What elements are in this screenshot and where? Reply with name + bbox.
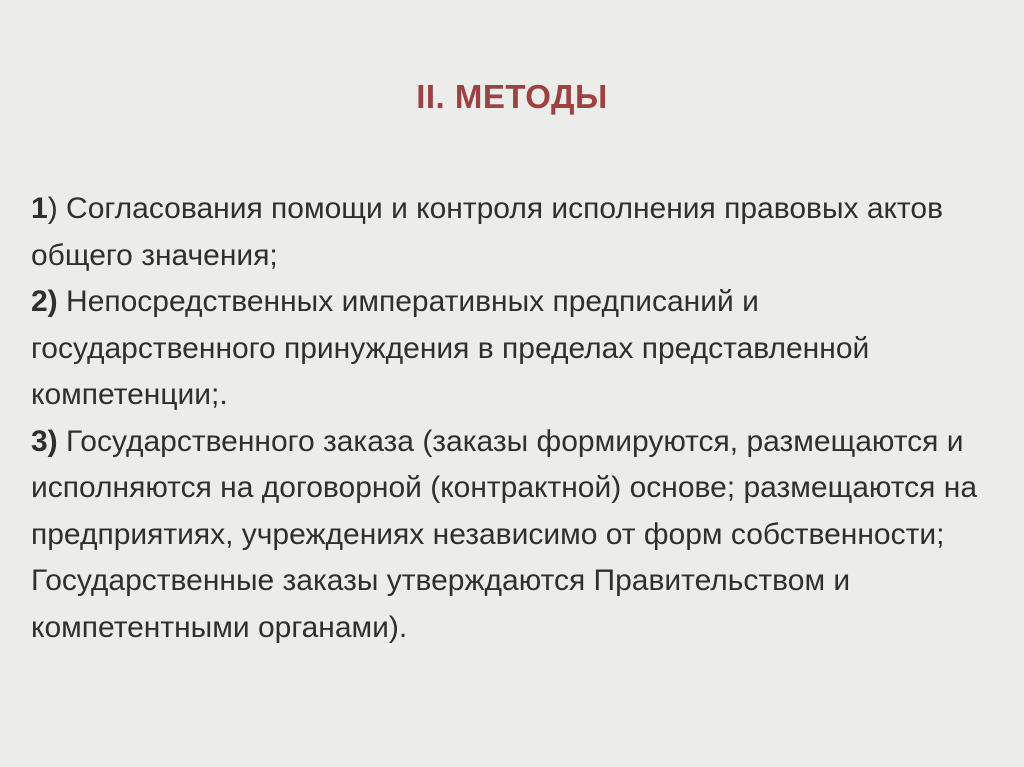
method-item-3 [31, 419, 1006, 652]
slide-title: II. МЕТОДЫ [416, 78, 608, 115]
item-text: Согласования помощи и контроля исполнения правовых актов общего значения; [31, 192, 944, 272]
method-item-1 [31, 186, 1006, 279]
item-number: 2) [31, 285, 58, 318]
item-text: Непосредственных императивных предписаний и государственного принуждения в пределах представленной компетенции;. [31, 285, 870, 411]
method-item-2 [31, 279, 1006, 419]
item-paren: ) [47, 192, 58, 225]
item-text: Государственного заказа (заказы формируются, размещаются и исполняются на договорной (контрактной) основе; размещаются на предприятиях, учреждениях независимо от форм собственности; Государственные заказы утверждаются Правительством и компетентными органами). [31, 424, 978, 644]
methods-list [31, 186, 1006, 651]
item-number: 1 [31, 192, 48, 225]
item-number: 3) [31, 424, 58, 458]
